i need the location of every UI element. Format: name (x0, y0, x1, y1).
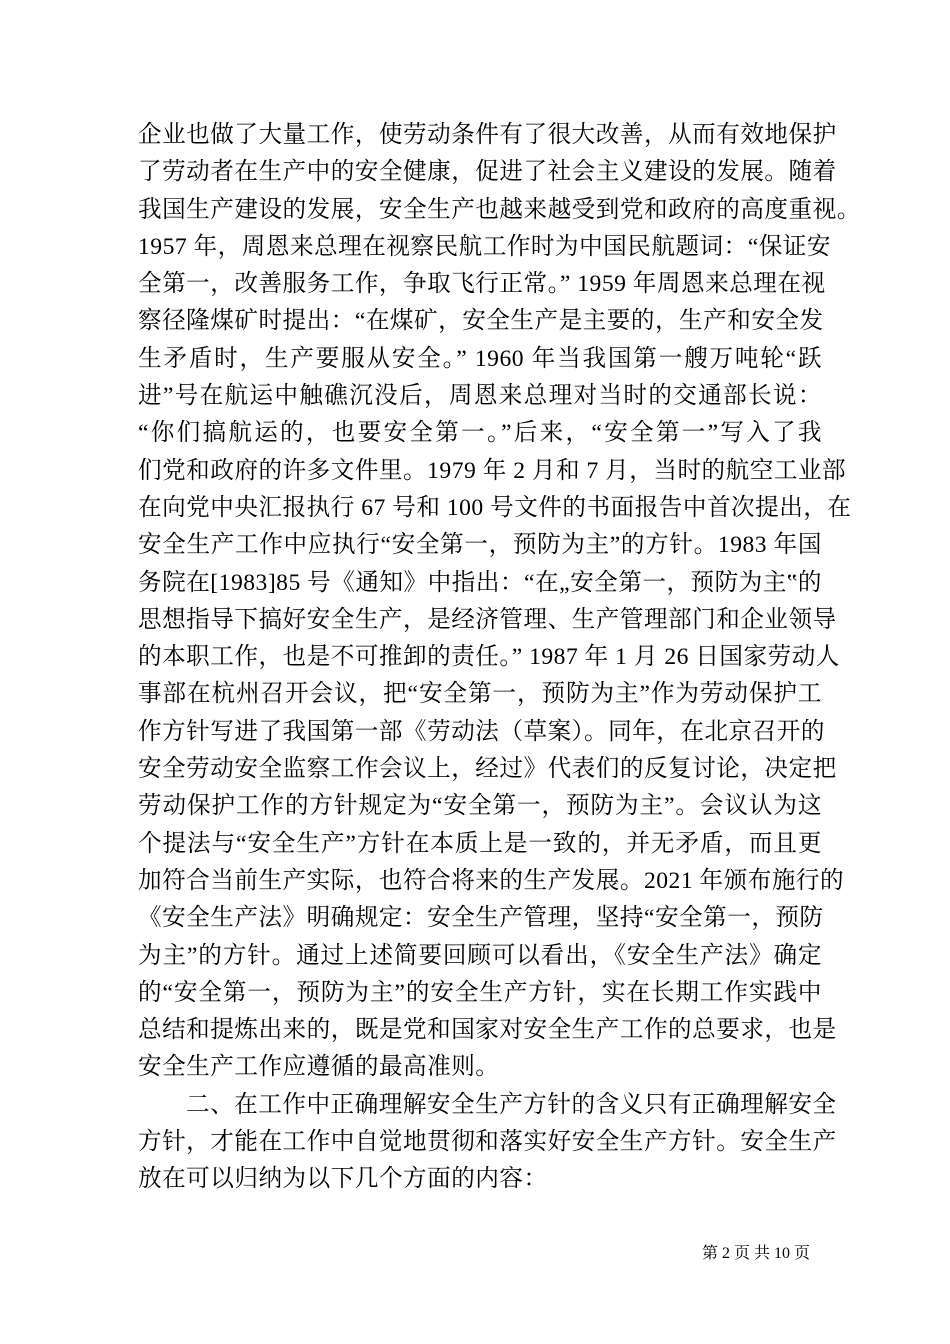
text-line: 1957 年，周恩来总理在视察民航工作时为中国民航题词：“保证安 (138, 233, 831, 260)
text-line: 进”号在航运中触礁沉没后，周恩来总理对当时的交通部长说： (138, 383, 822, 410)
text-line: 思想指导下搞好安全生产，是经济管理、生产管理部门和企业领导 (138, 606, 837, 633)
text-line: 全第一，改善服务工作，争取飞行正常。” 1959 年周恩来总理在视 (138, 271, 826, 298)
text-line: 了劳动者在生产中的安全健康，促进了社会主义建设的发展。随着 (138, 159, 837, 186)
text-line: 的本职工作，也是不可推卸的责任。” 1987 年 1 月 26 日国家劳动人 (138, 644, 840, 671)
text-line: 总结和提炼出来的，既是党和国家对安全生产工作的总要求，也是 (138, 1017, 837, 1044)
text-line: 们党和政府的许多文件里。1979 年 2 月和 7 月，当时的航空工业部 (138, 457, 847, 484)
text-line: 务院在[1983]85 号《通知》中指出：“在„安全第一，预防为主‟的 (138, 569, 822, 596)
text-line: 生矛盾时，生产要服从安全。” 1960 年当我国第一艘万吨轮“跃 (138, 345, 822, 372)
text-line-section-heading: 二、在工作中正确理解安全生产方针的含义只有正确理解安全 (186, 1091, 837, 1118)
text-line: 企业也做了大量工作，使劳动条件有了很大改善，从而有效地保护 (138, 122, 837, 148)
text-line: 个提法与“安全生产”方针在本质上是一致的，并无矛盾，而且更 (138, 830, 822, 857)
text-line: 劳动保护工作的方针规定为“安全第一，预防为主”。会议认为这 (138, 793, 822, 820)
text-line: 作方针写进了我国第一部《劳动法（草案）。同年，在北京召开的 (138, 718, 825, 745)
text-line: 事部在杭州召开会议，把“安全第一，预防为主”作为劳动保护工 (138, 681, 822, 708)
page-footer (138, 1242, 810, 1266)
text-line: 放在可以归纳为以下几个方面的内容： (138, 1166, 548, 1193)
text-line: 察径隆煤矿时提出：“在煤矿，安全生产是主要的，生产和安全发 (138, 308, 824, 335)
text-line: 的“安全第一，预防为主”的安全生产方针，实在长期工作实践中 (138, 979, 822, 1006)
document-body (138, 117, 861, 1199)
text-line: 我国生产建设的发展，安全生产也越来越受到党和政府的高度重视。 (138, 196, 861, 223)
text-line: “你们搞航运的，也要安全第一。”后来，“安全第一”写入了我 (138, 420, 822, 447)
text-line: 安全劳动安全监察工作会议上，经过》代表们的反复讨论，决定把 (138, 756, 837, 783)
text-line: 为主”的方针。通过上述简要回顾可以看出，《安全生产法》确定 (138, 942, 822, 969)
text-line: 在向党中央汇报执行 67 号和 100 号文件的书面报告中首次提出，在 (138, 494, 852, 521)
text-line: 《安全生产法》明确规定：安全生产管理，坚持“安全第一，预防 (138, 905, 824, 932)
page-number: 第 2 页 共 10 页 (701, 1245, 810, 1262)
text-line: 安全生产工作应遵循的最高准则。 (138, 1054, 500, 1081)
text-line: 加符合当前生产实际，也符合将来的生产发展。2021 年颁布施行的 (138, 867, 845, 894)
text-line: 方针，才能在工作中自觉地贯彻和落实好安全生产方针。安全生产 (138, 1129, 837, 1156)
text-line: 安全生产工作中应执行“安全第一，预防为主”的方针。1983 年国 (138, 532, 822, 559)
